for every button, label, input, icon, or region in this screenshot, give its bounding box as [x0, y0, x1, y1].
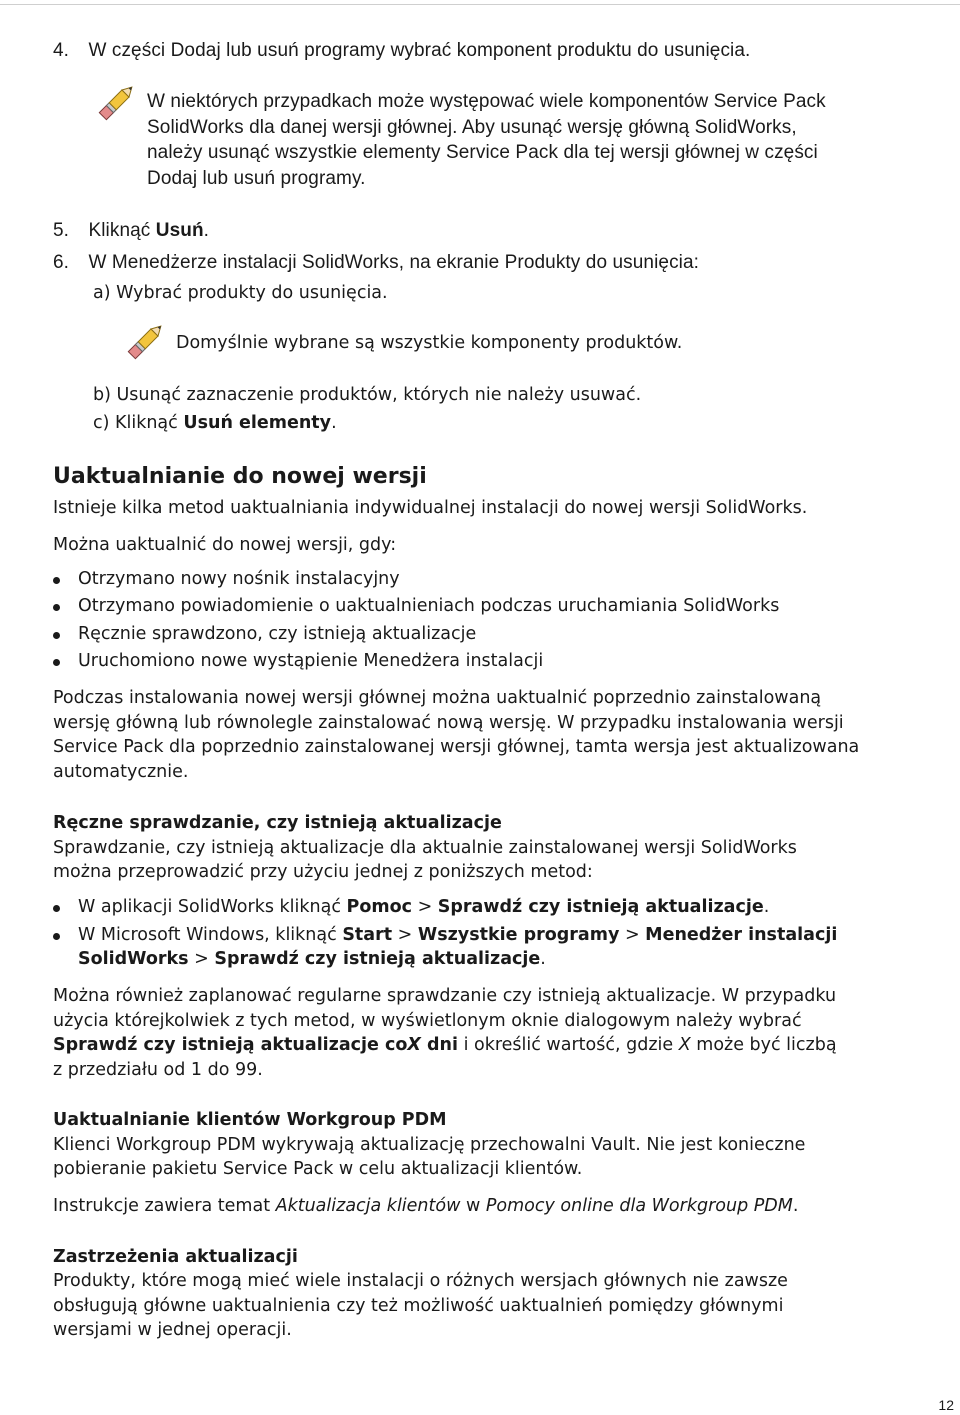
path-separator: > [619, 925, 646, 945]
list-item [78, 895, 769, 920]
text: W aplikacji SolidWorks kliknąć [78, 897, 347, 917]
pencil-icon [95, 80, 139, 124]
step-text-end: . [331, 413, 337, 433]
step-emphasis: Usuń [155, 220, 204, 241]
pencil-icon [124, 319, 168, 363]
step-number: 5. [53, 220, 70, 241]
upgrade-when: Można uaktualnić do nowej wersji, gdy: [53, 535, 397, 555]
menu-path-check-updates: Sprawdź czy istnieją aktualizacje [437, 897, 764, 917]
path-separator: > [412, 897, 438, 917]
bullet-dot [53, 632, 60, 639]
manual-para-line-3 [53, 1033, 837, 1058]
menu-path-help: Pomoc [346, 897, 412, 917]
section-heading-upgrade: Uaktualnianie do nowej wersji [53, 464, 427, 489]
upgrade-para-line-1: Podczas instalowania nowej wersji głównej można uaktualnić poprzednio zainstalowaną [53, 688, 822, 708]
variable: X [678, 1035, 691, 1055]
menu-path-solidworks: SolidWorks [78, 949, 189, 969]
step-5 [53, 218, 209, 244]
upgrade-para-line-3: Service Pack dla poprzednio zainstalowanej wersji głównej, tamta wersja jest aktualizowana [53, 737, 860, 757]
text: i określić wartość, gdzie [458, 1035, 679, 1055]
topic-title: Aktualizacja klientów [275, 1196, 461, 1216]
section-heading-pdm: Uaktualnianie klientów Workgroup PDM [53, 1110, 447, 1130]
list-item-continued [78, 947, 546, 972]
menu-path-all-programs: Wszystkie programy [417, 925, 620, 945]
step-text: Kliknąć [88, 220, 156, 241]
step-4 [53, 38, 750, 64]
upgrade-intro: Istnieje kilka metod uaktualniania indywidualnej instalacji do nowej wersji SolidWorks. [53, 498, 808, 518]
section-heading-manual: Ręczne sprawdzanie, czy istnieją aktualizacje [53, 813, 502, 833]
bullet-dot [53, 659, 60, 666]
manual-line-1: Sprawdzanie, czy istnieją aktualizacje dla aktualnie zainstalowanej wersji SolidWorks [53, 838, 797, 858]
menu-path-start: Start [342, 925, 393, 945]
note-1-line-4: Dodaj lub usuń programy. [147, 168, 366, 189]
step-6b: b) Usunąć zaznaczenie produktów, których nie należy usuwać. [93, 385, 642, 405]
pdm-line-2: pobieranie pakietu Service Pack w celu aktualizacji klientów. [53, 1159, 583, 1179]
text-end: . [763, 897, 770, 917]
text: w [460, 1196, 486, 1216]
page-number: 12 [938, 1397, 954, 1413]
step-number: 4. [53, 40, 70, 61]
path-separator: > [392, 925, 418, 945]
path-separator: > [188, 949, 215, 969]
note-2: Domyślnie wybrane są wszystkie komponenty produktów. [176, 333, 683, 353]
upgrade-para-line-2: wersję główną lub równolegle zainstalować nową wersję. W przypadku instalowania wersji [53, 713, 844, 733]
text: Instrukcje zawiera temat [53, 1196, 276, 1216]
step-6a: a) Wybrać produkty do usunięcia. [93, 283, 388, 303]
list-item: Otrzymano nowy nośnik instalacyjny [78, 569, 400, 589]
upgrade-para-line-4: automatycznie. [53, 762, 189, 782]
step-6c [93, 411, 337, 436]
bullet-dot [53, 905, 60, 912]
bullet-dot [53, 933, 60, 940]
list-item: Otrzymano powiadomienie o uaktualnieniach podczas uruchamiania SolidWorks [78, 596, 780, 616]
limits-line-3: wersjami w jednej operacji. [53, 1320, 292, 1340]
manual-line-2: można przeprowadzić przy użyciu jednej z poniższych metod: [53, 862, 593, 882]
text-end: . [540, 949, 546, 969]
note-1-line-3: należy usunąć wszystkie elementy Service Pack dla tej wersji głównej w części [147, 142, 818, 163]
bullet-dot [53, 577, 60, 584]
step-text: W części Dodaj lub usuń programy wybrać komponent produktu do usunięcia. [88, 40, 751, 61]
manual-para-line-4: z przedziału od 1 do 99. [53, 1060, 263, 1080]
note-1-line-1: W niektórych przypadkach może występować wiele komponentów Service Pack [147, 91, 826, 112]
manual-para-line-1: Można również zaplanować regularne sprawdzanie czy istnieją aktualizacje. W przypadku [53, 986, 837, 1006]
pdm-instructions [53, 1194, 798, 1219]
help-title: Pomocy online dla Workgroup PDM [485, 1196, 793, 1216]
list-item: Ręcznie sprawdzono, czy istnieją aktualizacje [78, 624, 477, 644]
pdm-line-1: Klienci Workgroup PDM wykrywają aktualizację przechowalni Vault. Nie jest konieczne [53, 1135, 806, 1155]
note-1-line-2: SolidWorks dla danej wersji głównej. Aby usunąć wersję główną SolidWorks, [147, 117, 797, 138]
section-heading-limits: Zastrzeżenia aktualizacji [53, 1247, 298, 1267]
bullet-dot [53, 604, 60, 611]
text-end: może być liczbą [690, 1035, 837, 1055]
text-end: . [792, 1196, 799, 1216]
text: W Microsoft Windows, kliknąć [78, 925, 343, 945]
option-label: Sprawdź czy istnieją aktualizacje co [53, 1035, 408, 1055]
menu-path-check-updates: Sprawdź czy istnieją aktualizacje [214, 949, 541, 969]
menu-path-installation-manager: Menedżer instalacji [645, 925, 838, 945]
step-number: 6. [53, 252, 70, 273]
list-item: Uruchomiono nowe wystąpienie Menedżera instalacji [78, 651, 544, 671]
option-variable: X [407, 1035, 421, 1055]
step-text-end: . [203, 220, 210, 241]
option-unit: dni [420, 1035, 458, 1055]
manual-para-line-2: użycia którejkolwiek z tych metod, w wyświetlonym oknie dialogowym należy wybrać [53, 1011, 802, 1031]
step-text: W Menedżerze instalacji SolidWorks, na ekranie Produkty do usunięcia: [88, 252, 700, 273]
step-emphasis: Usuń elementy [183, 413, 332, 433]
limits-line-2: obsługują główne uaktualnienia czy też możliwość uaktualnień pomiędzy głównymi [53, 1296, 784, 1316]
top-rule [0, 4, 960, 5]
step-text: c) Kliknąć [93, 413, 184, 433]
step-6 [53, 250, 699, 276]
list-item [78, 923, 837, 948]
limits-line-1: Produkty, które mogą mieć wiele instalacji o różnych wersjach głównych nie zawsze [53, 1271, 788, 1291]
